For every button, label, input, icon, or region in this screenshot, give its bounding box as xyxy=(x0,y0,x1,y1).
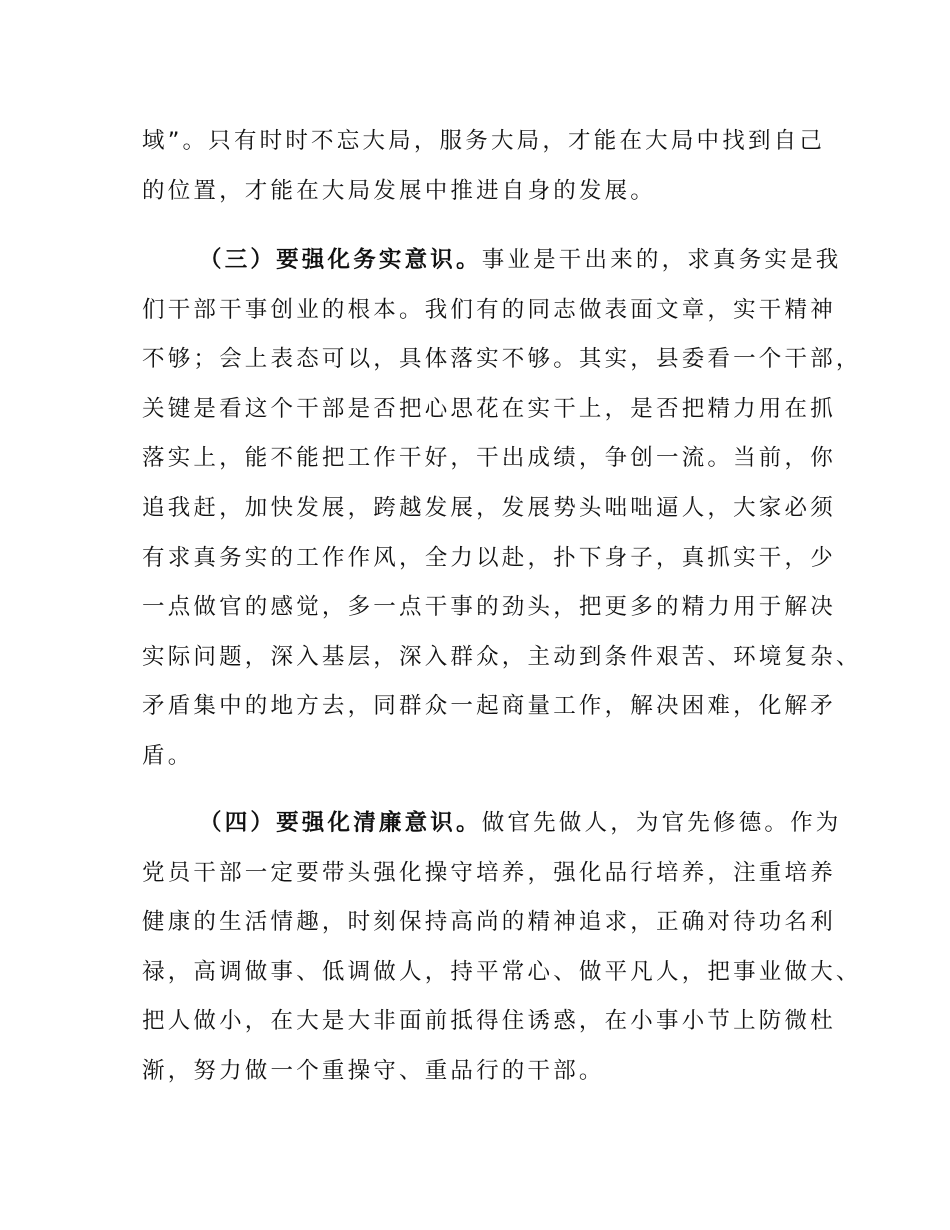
paragraph-practical-awareness xyxy=(142,236,862,782)
text-line: 们干部干事创业的根本。我们有的同志做表面文章，实干精神 xyxy=(142,296,836,323)
paragraph-integrity-awareness xyxy=(142,799,862,1097)
text-run: 做官先做人，为官先修德。作为 xyxy=(481,810,842,836)
text-line: 域”。只有时时不忘大局，服务大局，才能在大局中找到自己 xyxy=(142,128,826,154)
section-heading: （三）要强化务实意识。 xyxy=(199,247,482,273)
paragraph-first-line xyxy=(142,236,842,286)
paragraph-continuation xyxy=(142,117,826,216)
paragraph-first-line xyxy=(142,799,842,849)
text-line: 的位置，才能在大局发展中推进自身的发展。 xyxy=(142,177,657,204)
text-run: 事业是干出来的，求真务实是我 xyxy=(481,247,842,273)
text-line: 关键是看这个干部是否把心思花在实干上，是否把精力用在抓 xyxy=(142,395,836,422)
section-heading: （四）要强化清廉意识。 xyxy=(199,810,482,836)
text-line: 健康的生活情趣，时刻保持高尚的精神追求，正确对待功名利 xyxy=(142,909,836,936)
text-line: 一点做官的感觉，多一点干事的劲头，把更多的精力用于解决 xyxy=(142,594,836,621)
text-line: 落实上，能不能把工作干好，干出成绩，争创一流。当前，你 xyxy=(142,445,836,472)
text-line: 禄，高调做事、低调做人，持平常心、做平凡人，把事业做大、 xyxy=(142,958,862,985)
text-line: 矛盾集中的地方去，同群众一起商量工作，解决困难，化解矛 xyxy=(142,693,836,720)
text-line: 把人做小，在大是大非面前抵得住诱惑，在小事小节上防微杜 xyxy=(142,1008,836,1035)
text-line: 不够；会上表态可以，具体落实不够。其实，县委看一个干部， xyxy=(142,346,862,373)
text-line: 党员干部一定要带头强化操守培养，强化品行培养，注重培养 xyxy=(142,859,836,886)
text-line: 有求真务实的工作作风，全力以赴，扑下身子，真抓实干，少 xyxy=(142,544,836,571)
text-line: 盾。 xyxy=(142,742,194,769)
text-line: 实际问题，深入基层，深入群众，主动到条件艰苦、环境复杂、 xyxy=(142,643,862,670)
text-line: 追我赶，加快发展，跨越发展，发展势头咄咄逼人，大家必须 xyxy=(142,494,836,521)
text-line: 渐，努力做一个重操守、重品行的干部。 xyxy=(142,1057,605,1084)
